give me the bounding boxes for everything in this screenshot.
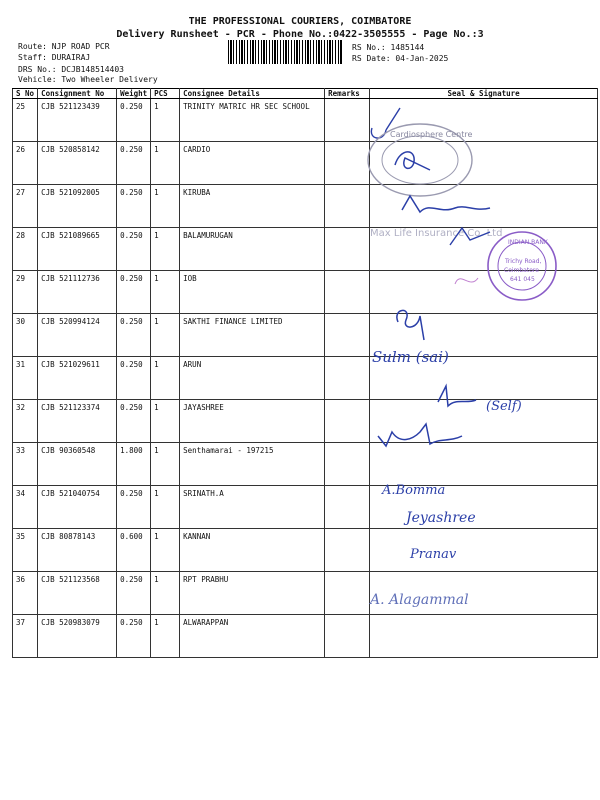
weight-value: 0.250 <box>117 572 151 615</box>
table-header-row <box>13 89 598 99</box>
weight-value: 0.250 <box>117 228 151 271</box>
signature-row31: Sulm (sai) <box>372 348 449 366</box>
table-row <box>13 142 598 185</box>
signature-row34: A.Bomma <box>382 483 446 498</box>
pcs-value: 1 <box>151 357 180 400</box>
signature-cell <box>370 142 598 185</box>
weight-value: 1.800 <box>117 443 151 486</box>
remarks-cell <box>325 486 370 529</box>
table-row <box>13 615 598 658</box>
signature-cell <box>370 99 598 142</box>
remarks-cell <box>325 314 370 357</box>
rs-number: RS No.: 1485144 <box>352 43 425 52</box>
consignment-number: CJB 520858142 <box>38 142 117 185</box>
consignment-number: CJB 520983079 <box>38 615 117 658</box>
row-sno: 37 <box>13 615 38 658</box>
pcs-value: 1 <box>151 529 180 572</box>
consignment-number: CJB 521112736 <box>38 271 117 314</box>
weight-value: 0.250 <box>117 314 151 357</box>
signature-cell <box>370 228 598 271</box>
route-label: Route: NJP ROAD PCR <box>18 42 110 51</box>
weight-value: 0.600 <box>117 529 151 572</box>
consignee-name: SRINATH.A <box>180 486 325 529</box>
rs-date: RS Date: 04-Jan-2025 <box>352 54 449 63</box>
consignment-number: CJB 521089665 <box>38 228 117 271</box>
consignee-name: KIRUBA <box>180 185 325 228</box>
table-row <box>13 185 598 228</box>
signature-cell <box>370 443 598 486</box>
signature-row36: Pranav <box>410 547 457 562</box>
consignee-name: RPT PRABHU <box>180 572 325 615</box>
remarks-cell <box>325 615 370 658</box>
consignee-name: ARUN <box>180 357 325 400</box>
signature-cell <box>370 572 598 615</box>
row-sno: 36 <box>13 572 38 615</box>
consignment-number: CJB 521040754 <box>38 486 117 529</box>
table-row <box>13 357 598 400</box>
signature-cell <box>370 486 598 529</box>
remarks-cell <box>325 572 370 615</box>
consignment-number: CJB 521123374 <box>38 400 117 443</box>
consignment-number: CJB 521092005 <box>38 185 117 228</box>
weight-value: 0.250 <box>117 142 151 185</box>
col-sno: S No <box>13 89 38 99</box>
pcs-value: 1 <box>151 142 180 185</box>
table-row <box>13 572 598 615</box>
remarks-cell <box>325 99 370 142</box>
col-remarks: Remarks <box>325 89 370 99</box>
consignment-number: CJB 80878143 <box>38 529 117 572</box>
weight-value: 0.250 <box>117 357 151 400</box>
vehicle-label: Vehicle: Two Wheeler Delivery <box>18 75 158 84</box>
signature-cell <box>370 185 598 228</box>
row-sno: 33 <box>13 443 38 486</box>
signature-cell <box>370 615 598 658</box>
signature-cell <box>370 400 598 443</box>
row-sno: 27 <box>13 185 38 228</box>
col-pcs: PCS <box>151 89 180 99</box>
stamp-line1: INDIAN BANK <box>508 239 548 246</box>
consignee-name: KANNAN <box>180 529 325 572</box>
consignment-number: CJB 520994124 <box>38 314 117 357</box>
stamp-line2: Trichy Road, <box>505 258 542 265</box>
table-row <box>13 314 598 357</box>
remarks-cell <box>325 142 370 185</box>
staff-label: Staff: DURAIRAJ <box>18 53 91 62</box>
weight-value: 0.250 <box>117 185 151 228</box>
maxlife-stamp-text: Max Life Insurance Co. Ltd <box>370 228 503 239</box>
col-consignee: Consignee Details <box>180 89 325 99</box>
remarks-cell <box>325 400 370 443</box>
remarks-cell <box>325 443 370 486</box>
col-consignment: Consignment No <box>38 89 117 99</box>
table-row <box>13 99 598 142</box>
remarks-cell <box>325 357 370 400</box>
weight-value: 0.250 <box>117 271 151 314</box>
table-row <box>13 443 598 486</box>
pcs-value: 1 <box>151 99 180 142</box>
consignment-number: CJB 521123439 <box>38 99 117 142</box>
table-row <box>13 400 598 443</box>
runsheet-table <box>12 88 598 658</box>
remarks-cell <box>325 529 370 572</box>
barcode <box>228 40 342 64</box>
drs-label: DRS No.: DCJB148514403 <box>18 65 124 74</box>
pcs-value: 1 <box>151 615 180 658</box>
pcs-value: 1 <box>151 486 180 529</box>
remarks-cell <box>325 228 370 271</box>
signature-cell <box>370 529 598 572</box>
table-row <box>13 486 598 529</box>
signature-cell <box>370 314 598 357</box>
row-sno: 26 <box>13 142 38 185</box>
pcs-value: 1 <box>151 228 180 271</box>
signature-cell <box>370 357 598 400</box>
row-sno: 34 <box>13 486 38 529</box>
pcs-value: 1 <box>151 572 180 615</box>
row-sno: 28 <box>13 228 38 271</box>
row-sno: 35 <box>13 529 38 572</box>
signature-cell <box>370 271 598 314</box>
consignee-name: TRINITY MATRIC HR SEC SCHOOL <box>180 99 325 142</box>
consignee-name: CARDIO <box>180 142 325 185</box>
runsheet-subtitle: Delivery Runsheet - PCR - Phone No.:0422-3505555 - Page No.:3 <box>116 29 484 40</box>
row-sno: 29 <box>13 271 38 314</box>
pcs-value: 1 <box>151 271 180 314</box>
signature-row32: (Self) <box>486 399 522 414</box>
col-weight: Weight <box>117 89 151 99</box>
pcs-value: 1 <box>151 400 180 443</box>
row-sno: 25 <box>13 99 38 142</box>
table-row <box>13 271 598 314</box>
weight-value: 0.250 <box>117 99 151 142</box>
signature-row35: Jeyashree <box>406 510 476 526</box>
pcs-value: 1 <box>151 314 180 357</box>
consignee-name: SAKTHI FINANCE LIMITED <box>180 314 325 357</box>
signature-row37: A. Alagammal <box>370 592 469 608</box>
consignee-name: BALAMURUGAN <box>180 228 325 271</box>
row-sno: 31 <box>13 357 38 400</box>
pcs-value: 1 <box>151 185 180 228</box>
consignment-number: CJB 521029611 <box>38 357 117 400</box>
consignee-name: JAYASHREE <box>180 400 325 443</box>
table-row <box>13 228 598 271</box>
consignee-name: ALWARAPPAN <box>180 615 325 658</box>
row-sno: 30 <box>13 314 38 357</box>
col-signature: Seal & Signature <box>370 89 598 99</box>
pcs-value: 1 <box>151 443 180 486</box>
weight-value: 0.250 <box>117 400 151 443</box>
weight-value: 0.250 <box>117 615 151 658</box>
consignee-name: IOB <box>180 271 325 314</box>
consignment-number: CJB 521123568 <box>38 572 117 615</box>
stamp-line3: Coimbatore <box>504 267 539 274</box>
cardio-stamp-text: Cardiosphere Centre <box>390 130 473 139</box>
company-title: THE PROFESSIONAL COURIERS, COIMBATORE <box>188 16 412 27</box>
consignment-number: CJB 90360548 <box>38 443 117 486</box>
remarks-cell <box>325 185 370 228</box>
row-sno: 32 <box>13 400 38 443</box>
consignee-name: Senthamarai - 197215 <box>180 443 325 486</box>
remarks-cell <box>325 271 370 314</box>
weight-value: 0.250 <box>117 486 151 529</box>
table-row <box>13 529 598 572</box>
stamp-line4: 641 045 <box>510 276 535 283</box>
